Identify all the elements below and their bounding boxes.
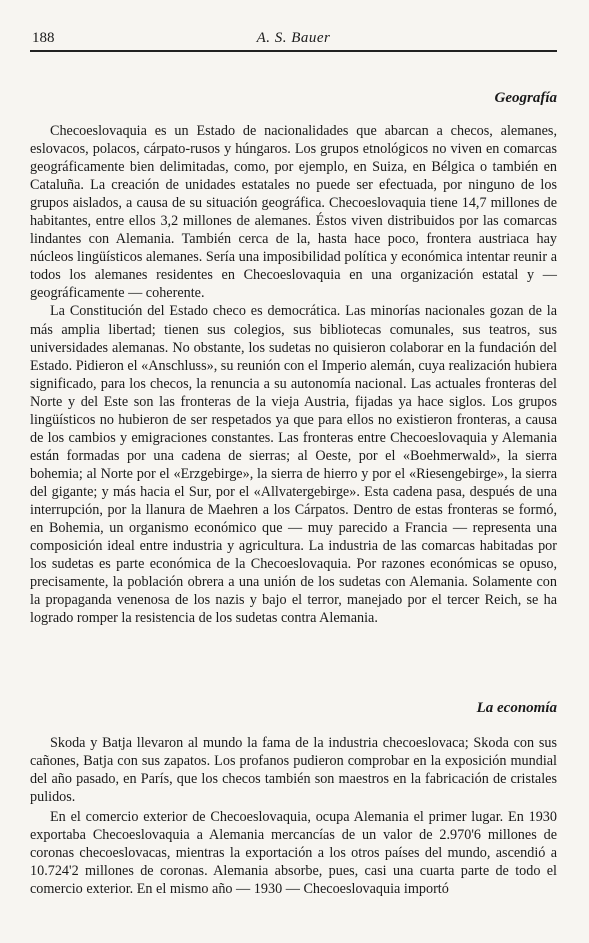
page-header [30, 22, 557, 52]
section-body-economia [30, 734, 557, 898]
page-number: 188 [32, 30, 55, 46]
paragraph: En el comercio exterior de Checoeslovaquia, ocupa Alemania el primer lugar. En 1930 exportaba Checoeslovaquia a Alemania mercancías de un valor de 2.970'6 millones de coronas checoeslovacas, mientras la exportación a los otros países del mundo, ascendió a 10.724'2 millones de coronas. Alemania absorbe, pues, casi una cuarta parte de todo el comercio exterior. En el mismo año — 1930 — Checoeslovaquia importó [30, 809, 557, 898]
paragraph: La Constitución del Estado checo es democrática. Las minorías nacionales gozan de la más amplia libertad; tienen sus colegios, sus bibliotecas comunales, sus teatros, sus universidades alemanas. No obstante, los sudetas no quisieron colaborar en la fundación del Estado. Pidieron el «Anschluss», su reunión con el Imperio alemán, cuya realización hubiera significado, para los checos, la renuncia a su autonomía nacional. Las actuales fronteras del Norte y del Este son las fronteras de la vieja Austria, fijadas ya hace siglos. Los grupos lingüísticos no hubieron de ser respetados ya que para ellos no existieron fronteras, a causa de los cambios y emigraciones constantes. Las fronteras entre Checoeslovaquia y Alemania están formadas por una cadena de sierras; al Oeste, por el «Boehmerwald», la sierra bohemia; al Norte por el «Erzgebirge», la sierra de hierro y por el «Riesengebirge», la sierra del gigante; y más hacia el Sur, por el «Allvatergebirge». Esta cadena pasa, después de una interrupción, por la llanura de Maehren a los Cárpatos. Dentro de estas fronteras se formó, en Bohemia, un organismo económico que — muy parecido a Francia — representa una composición ideal entre industria y agricultura. La industria de las comarcas habitadas por los sudetas es parte económica de la Checoeslovaquia. Por razones económicas se opuso, precisamente, la población obrera a una unión de los sudetas con Alemania. Solamente con la propaganda venenosa de los nazis y bajo el terror, manejado por el tercer Reich, se ha logrado romper la resistencia de los sudetas contra Alemania. [30, 303, 557, 627]
section-title-geografia: Geografía [494, 90, 557, 106]
paragraph: Skoda y Batja llevaron al mundo la fama de la industria checoeslovaca; Skoda con sus cañones, Batja con sus zapatos. Los profanos pudieron comprobar en la exposición mundial del año pasado, en París, que los checos también son maestros en la fabricación de cristales pulidos. [30, 735, 557, 806]
section-title-economia: La economía [476, 700, 557, 716]
section-body-geografia [30, 122, 557, 627]
paragraph: Checoeslovaquia es un Estado de nacionalidades que abarcan a checos, alemanes, eslovacos, polacos, cárpato-rusos y húngaros. Los grupos etnológicos no viven en comarcas geográficamente bien delimitadas, como, por ejemplo, en Suiza, en Bélgica o también en Cataluña. La creación de unidades estatales no puede ser efectuada, por ninguno de los grupos aislados, a causa de su situación geográfica. Checoeslovaquia tiene 14,7 millones de habitantes, entre ellos 3,2 millones de alemanes. Éstos viven distribuidos por las comarcas lindantes con Alemania. También cerca de la, hasta hace poco, frontera austriaca hay núcleos lingüísticos alemanes. Sería una imposibilidad política y económica intentar reunir a todos los alemanes residentes en Checoeslovaquia en una organización estatal y — geográficamente — coherente. [30, 123, 557, 302]
running-head-author: A. S. Bauer [256, 30, 331, 46]
